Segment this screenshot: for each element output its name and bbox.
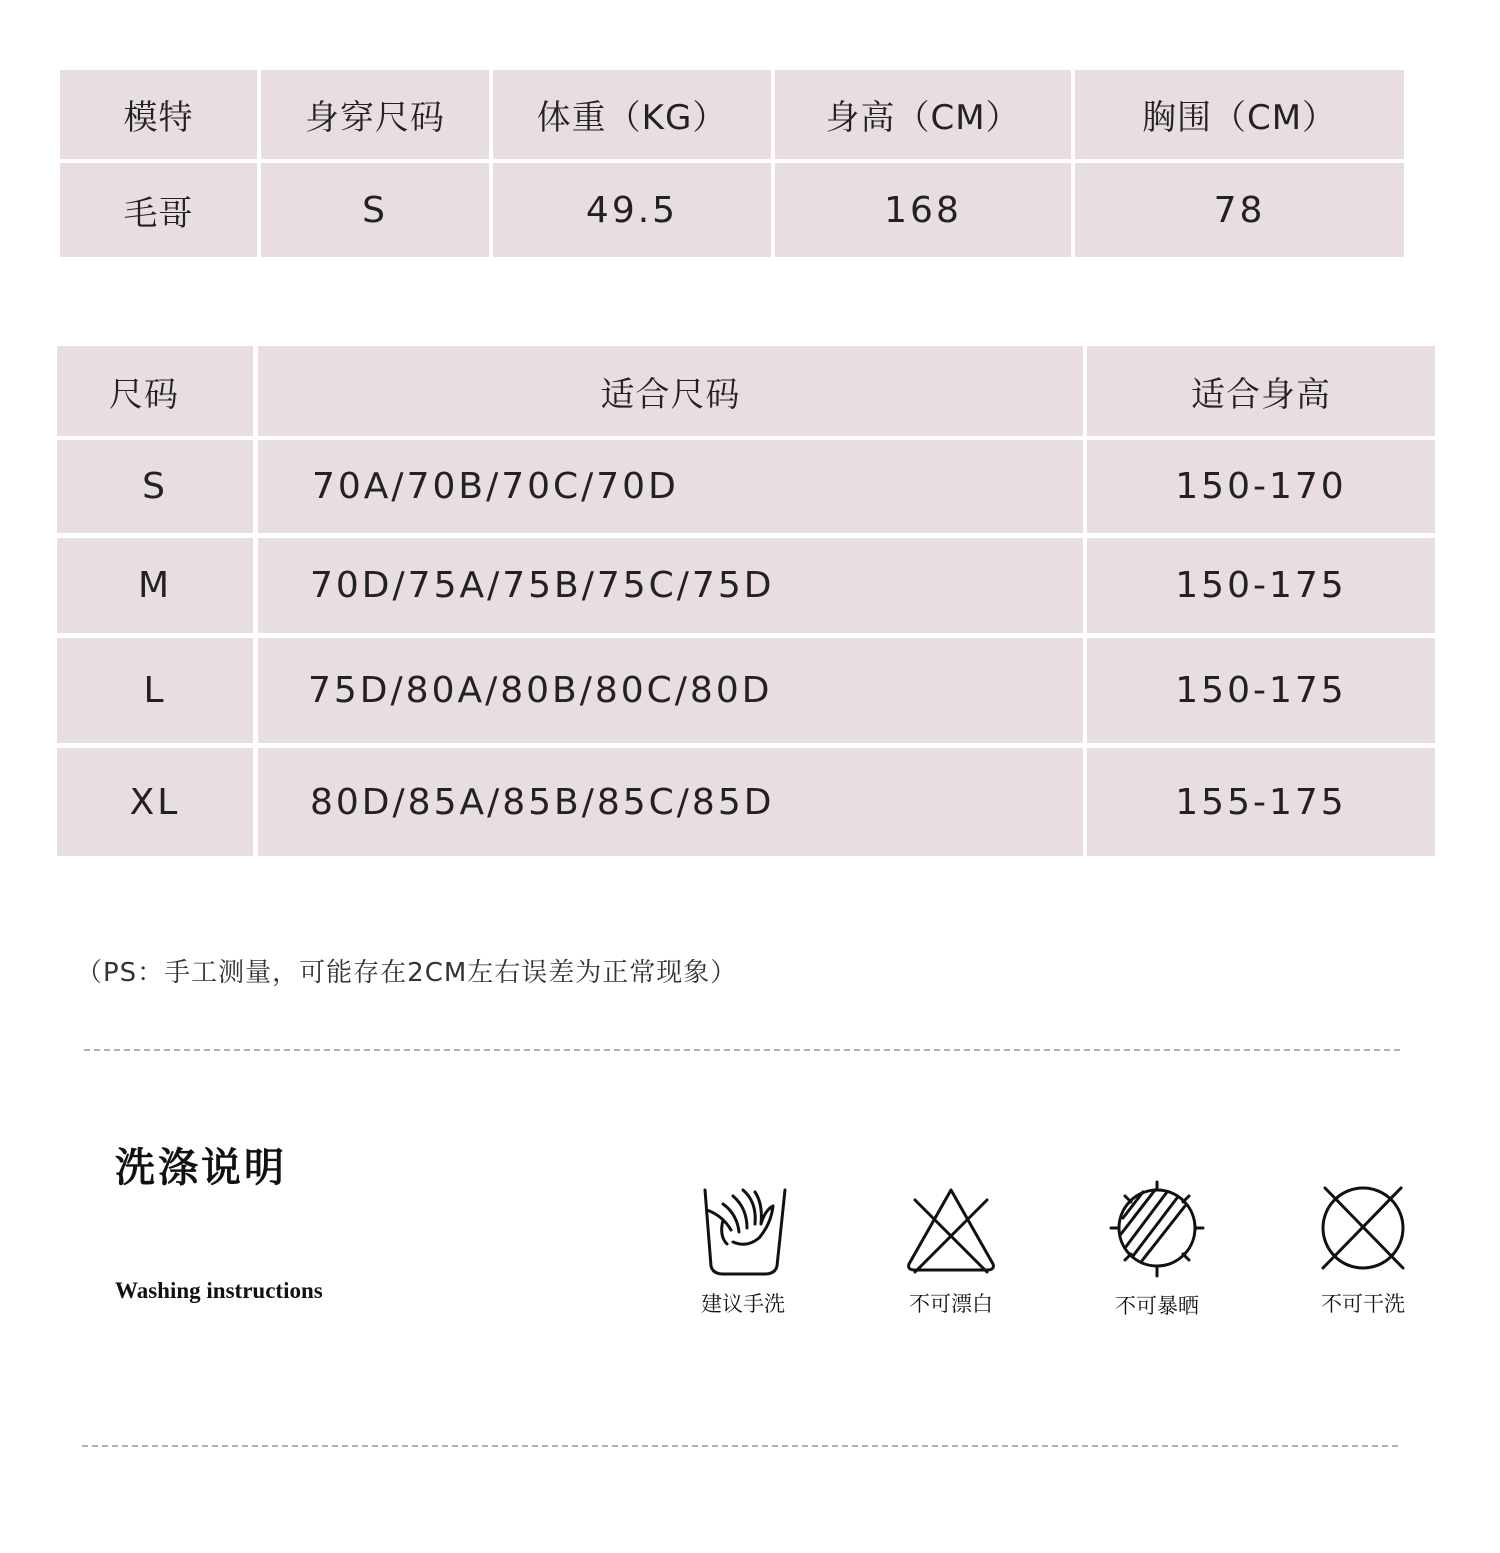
divider-top: [84, 1049, 1400, 1051]
measurement-note: （PS：手工测量，可能存在2CM左右误差为正常现象）: [76, 958, 738, 988]
model-bust: 78: [1075, 163, 1404, 257]
size-row-xl-height: 155-175: [1087, 748, 1435, 856]
model-header-weight: 体重（KG）: [493, 70, 771, 159]
size-row-m-size: M: [57, 538, 253, 633]
size-row-s-fit: 70A/70B/70C/70D: [258, 440, 1083, 533]
size-row-m-fit: 70D/75A/75B/75C/75D: [258, 538, 1083, 633]
model-header-bust: 胸围（CM）: [1075, 70, 1404, 159]
model-header-height: 身高（CM）: [775, 70, 1071, 159]
size-row-l-height: 150-175: [1087, 638, 1435, 743]
care-item-hand-wash: [688, 1180, 798, 1318]
care-item-no-dry-clean: [1308, 1180, 1418, 1318]
no-bleach-icon: [901, 1180, 1001, 1280]
size-header-fit-size: 适合尺码: [258, 346, 1083, 436]
hand-wash-icon: [693, 1180, 793, 1280]
divider-bottom: [82, 1445, 1398, 1447]
no-sun-dry-icon: [1105, 1178, 1209, 1282]
size-row-m-height: 150-175: [1087, 538, 1435, 633]
care-item-no-sun-dry: [1102, 1178, 1212, 1320]
model-height: 168: [775, 163, 1071, 257]
model-name: 毛哥: [60, 163, 257, 257]
washing-title: 洗涤说明: [115, 1144, 287, 1191]
no-dry-clean-icon: [1313, 1180, 1413, 1280]
model-header-model: 模特: [60, 70, 257, 159]
model-size: S: [261, 163, 489, 257]
size-header-fit-height: 适合身高: [1087, 346, 1435, 436]
care-item-no-bleach: [896, 1180, 1006, 1318]
size-row-xl-fit: 80D/85A/85B/85C/85D: [258, 748, 1083, 856]
size-row-l-fit: 75D/80A/80B/80C/80D: [258, 638, 1083, 743]
size-row-s-height: 150-170: [1087, 440, 1435, 533]
size-row-s-size: S: [57, 440, 253, 533]
washing-subtitle: Washing instructions: [115, 1278, 323, 1303]
care-label-hand-wash: 建议手洗: [701, 1292, 785, 1316]
size-row-l-size: L: [57, 638, 253, 743]
model-weight: 49.5: [493, 163, 771, 257]
model-header-size: 身穿尺码: [261, 70, 489, 159]
size-header-size: 尺码: [57, 346, 253, 436]
care-label-no-sun-dry: 不可暴晒: [1115, 1294, 1199, 1318]
care-label-no-bleach: 不可漂白: [909, 1292, 993, 1316]
size-row-xl-size: XL: [57, 748, 253, 856]
care-label-no-dry-clean: 不可干洗: [1321, 1292, 1405, 1316]
